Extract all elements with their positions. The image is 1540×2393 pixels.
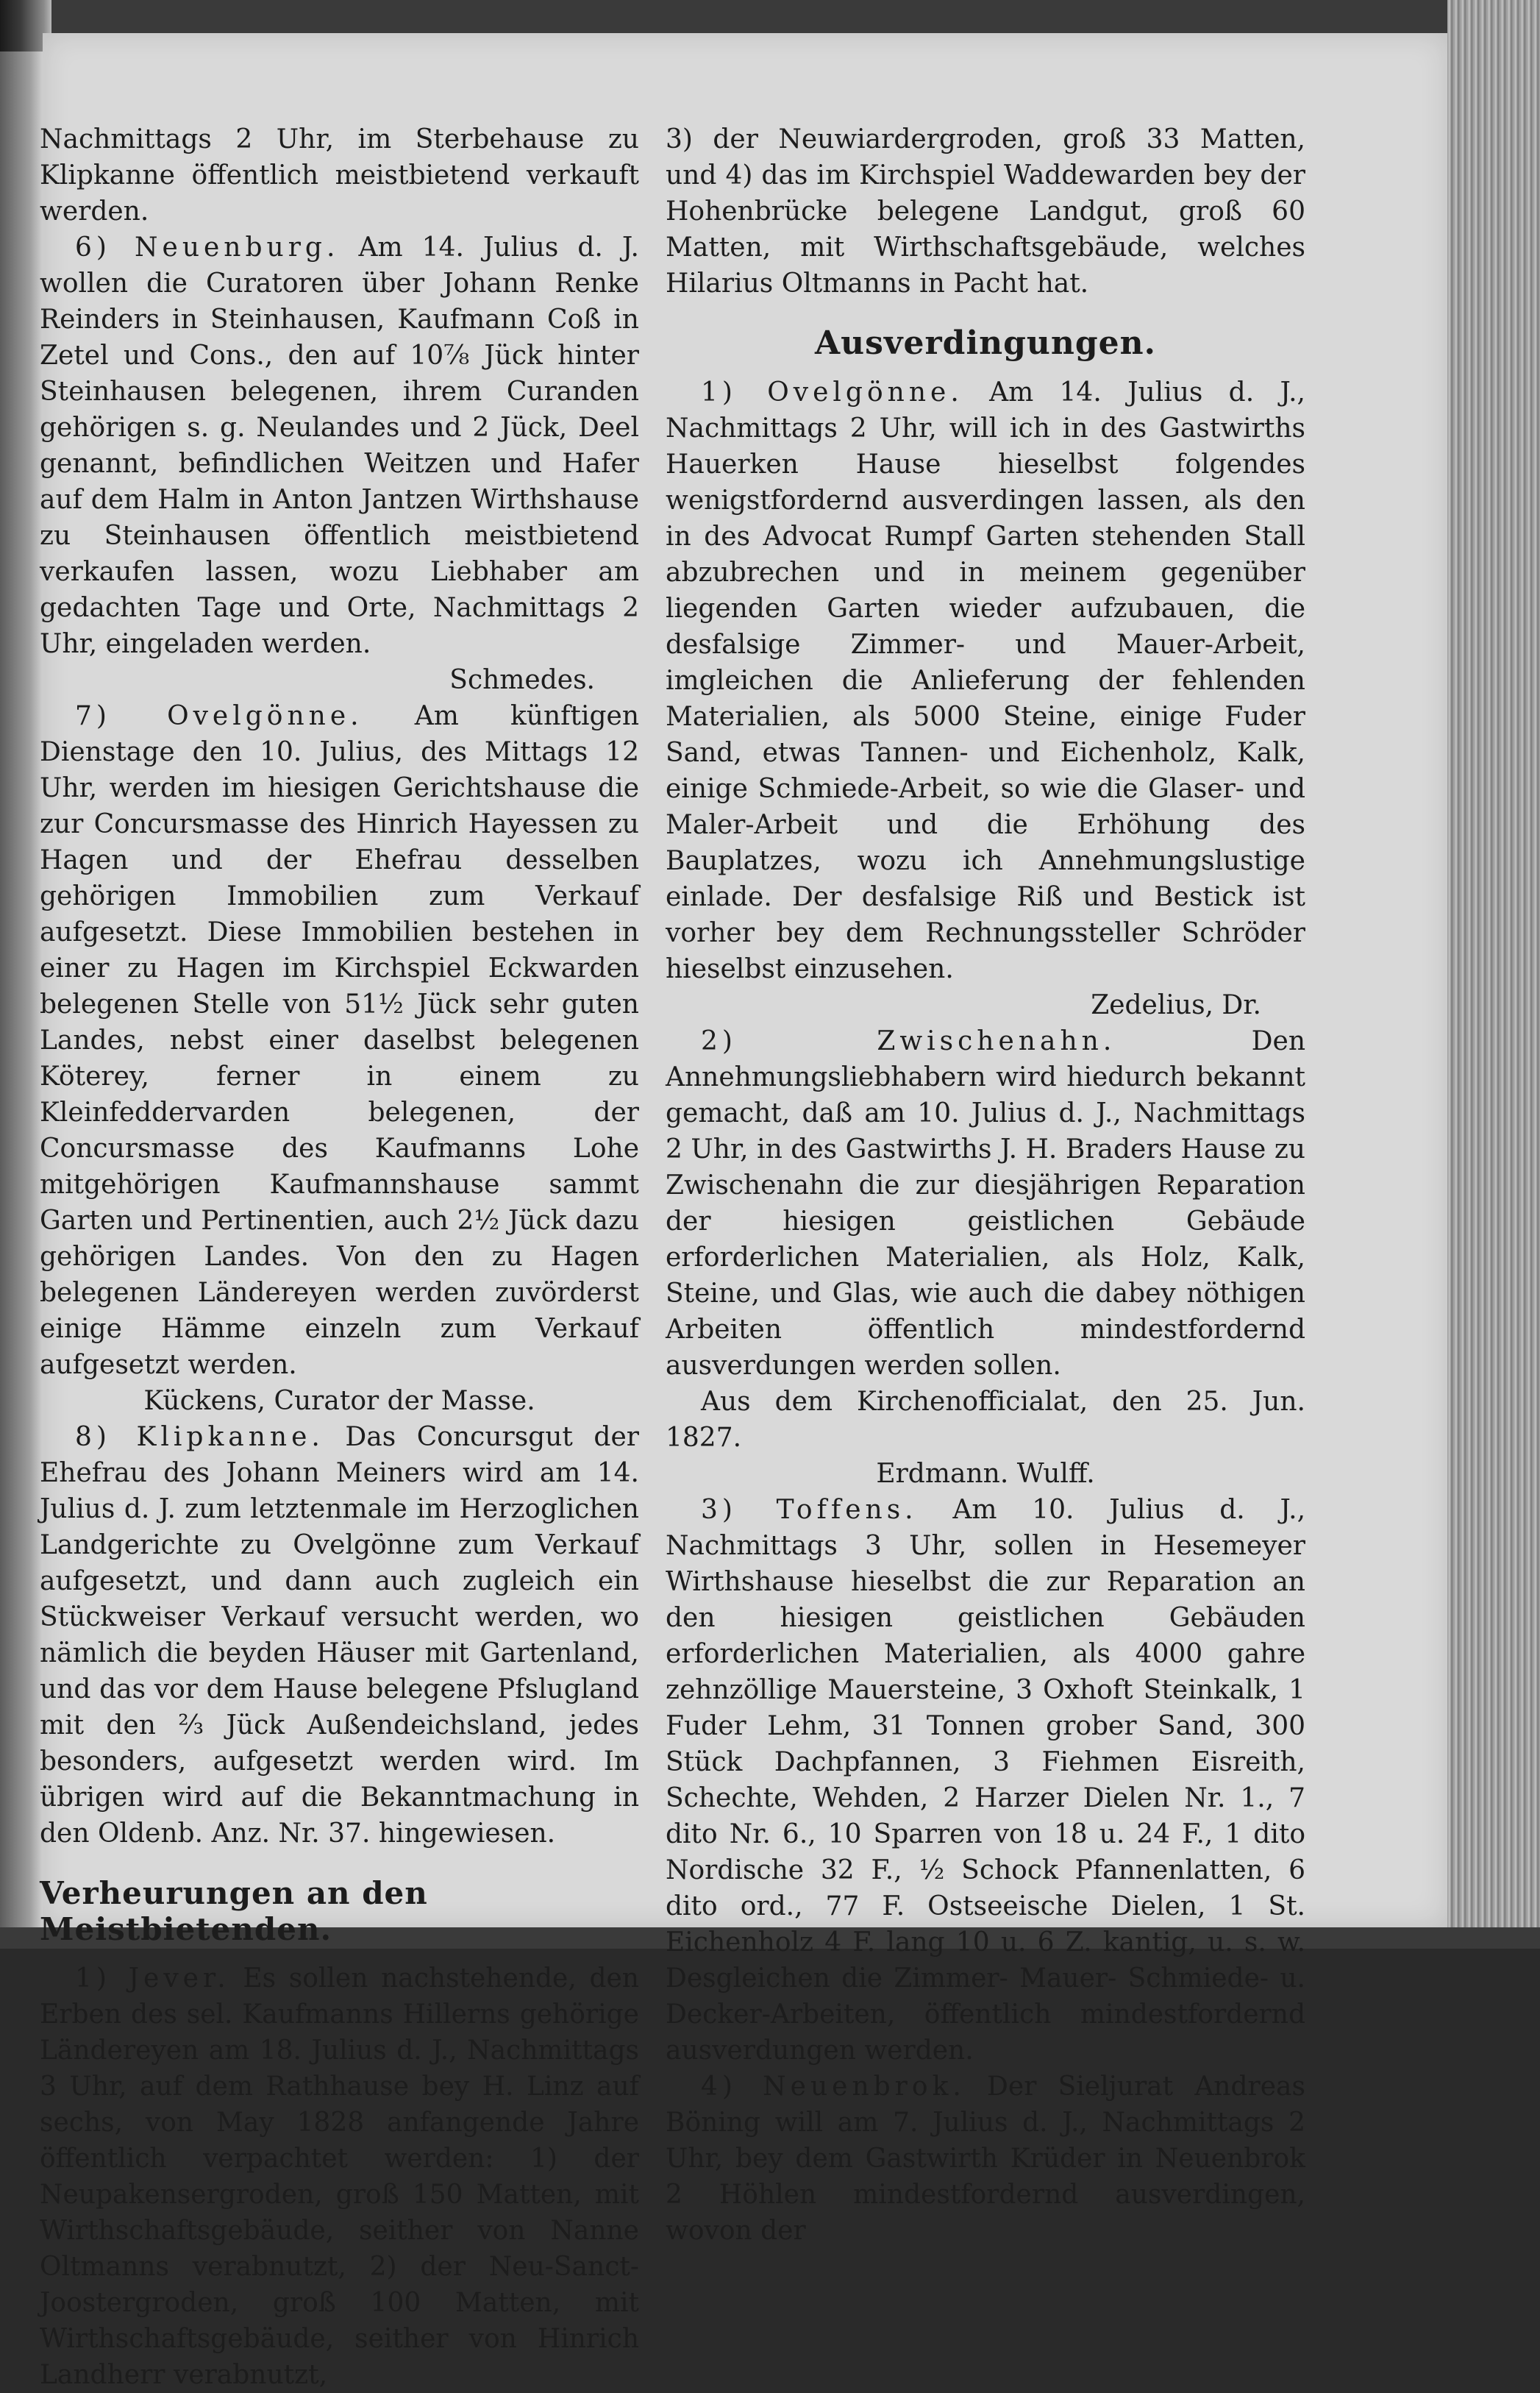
right-text-column [666,121,1305,2249]
notice-text: Das Concursgut der Ehefrau des Johann Meiners wird am 14. Julius d. J. zum letztenmale im Herzoglichen Landgerichte zu Ovelgönne zum Verkauf aufgesetzt, und dann auch zugleich ein Stückweiser Verkauf versucht werden, wo nämlich die beyden Häuser mit Gartenland, und das vor dem Hause belegene Pfslugland mit den ⅔ Jück Außendeichsland, jedes besonders, aufgesetzt werden wird. Im übrigen wird auf die Bekanntmachung in den Oldenb. Anz. Nr. 37. hingewiesen. [40,1422,639,1849]
notice-ovelgoenne [40,698,639,1383]
notice-klipkanne [40,1419,639,1852]
notice-text: Am 14. Julius d. J., Nachmittags 2 Uhr, will ich in des Gastwirths Hauerken Hause hieselbst folgendes wenigstfordernd ausverdingen lassen, als den in des Advocat Rumpf Garten stehenden Stall abzubrechen und in meinem gegenüber liegenden Garten wieder aufzubauen, die desfalsige Zimmer- und Mauer-Arbeit, imgleichen die Anlieferung der fehlenden Materialien, als 5000 Steine, einige Fuder Sand, etwas Tannen- und Eichenholz, Kalk, einige Schmiede-Arbeit, so wie die Glaser- und Maler-Arbeit und die Erhöhung des Bauplatzes, wozu ich Annehmungslustige einlade. Der desfalsige Riß und Bestick ist vorher bey dem Rechnungssteller Schröder hieselbst einzusehen. [666,377,1305,984]
place-name: 2) Zwischenahn. [701,1026,1116,1056]
signature: Zedelius, Dr. [1091,990,1261,1020]
notice-neuenburg [40,230,639,662]
place-name: 3) Toffens. [701,1495,918,1525]
section-heading: Verheurungen an den Meistbietenden. [40,1875,428,1947]
notice-text: Am 10. Julius d. J., Nachmittags 3 Uhr, sollen in Hesemeyer Wirthshause hieselbst die zur Reparation an den hiesigen geistlichen Gebäuden erforderlichen Materialien, als 4000 gahre zehnzöllige Mauersteine, 3 Oxhoft Steinkalk, 1 Fuder Lehm, 31 Tonnen grober Sand, 300 Stück Dachpfannen, 3 Fiehmen Eisreith, Schechte, Wehden, 2 Harzer Dielen Nr. 1., 7 dito Nr. 6., 10 Sparren von 18 u. 24 F., 1 dito Nordische 32 F., ½ Schock Pfannenlatten, 6 dito ord., 77 F. Ostseeische Dielen, 1 St. Eichenholz 4 F. lang 10 u. 6 Z. kantig, u. s. w. Desgleichen die Zimmer- Mauer- Schmiede- u. Decker-Arbeiten, öffentlich mindestfordernd ausverdungen werden. [666,1495,1306,2066]
signature: Erdmann. Wulff. [876,1459,1095,1489]
place-name: 1) Ovelgönne. [701,377,963,408]
place-name: 8) Klipkanne. [75,1422,324,1452]
notice-zwischenahn [666,1023,1305,1384]
scan-top-border [0,0,1540,33]
notice-text: Am 14. Julius d. J. wollen die Curatoren über Johann Renke Reinders in Steinhausen, Kaufmann Coß in Zetel und Cons., den auf 10⅞ Jück hinter Steinhausen belegenen, ihrem Curanden gehörigen s. g. Neulandes und 2 Jück, Deel genannt, befindlichen Weitzen und Hafer auf dem Halm in Anton Jantzen Wirthshause zu Steinhausen öffentlich meistbietend verkaufen lassen, wozu Liebhaber am gedachten Tage und Orte, Nachmittags 2 Uhr, eingeladen werden. [40,232,639,659]
place-name: 6) Neuenburg. [75,232,340,263]
page-stack-edges [1447,0,1540,1949]
notice-text: Den Annehmungsliebhabern wird hiedurch bekannt gemacht, daß am 10. Julius d. J., Nachmittags 2 Uhr, in des Gastwirths J. H. Braders Hause zu Zwischenahn die zur diesjährigen Reparation der hiesigen geistlichen Gebäude erforderlichen Materialien, als Holz, Kalk, Steine, und Glas, wie auch die dabey nöthigen Arbeiten öffentlich mindestfordernd ausverdungen werden sollen. [666,1026,1305,1381]
paragraph: Nachmittags 2 Uhr, im Sterbehause zu Klipkanne öffentlich meistbietend verkauft werden. [40,124,639,227]
place-name: 7) Ovelgönne. [75,701,363,731]
notice-ovelgoenne [666,374,1305,987]
left-text-column [40,121,639,2393]
signature: Kückens, Curator der Masse. [143,1386,535,1416]
notice-neuenbrok [666,2069,1305,2249]
notice-jever [40,1960,639,2393]
notice-text: Es sollen nachstehende, den Erben des sel. Kaufmanns Hillerns gehörige Ländereyen am 18. Julius d. J., Nachmittags 3 Uhr, auf dem Rathhause bey H. Linz auf sechs, von May 1828 anfangende Jahre öffentlich verpachtet werden: 1) der Neupakensergroden, groß 150 Matten, mit Wirthschaftsgebäude, seither von Nanne Oltmanns verabnutzt, 2) der Neu-Sanct-Joostergroden, groß 100 Matten, mit Wirthschaftsgebäude, seither von Hinrich Landherr verabnutzt, [40,1963,639,2390]
facing-page-edge [0,51,43,1935]
dateline: Aus dem Kirchenofficialat, den 25. Jun. 1827. [666,1387,1305,1453]
paragraph: 3) der Neuwiardergroden, groß 33 Matten, und 4) das im Kirchspiel Waddewarden bey der Hohenbrücke belegene Landgut, groß 60 Matten, mit Wirthschaftsgebäude, welches Hilarius Oltmanns in Pacht hat. [666,124,1305,299]
notice-toffens [666,1492,1305,2069]
section-heading: Ausverdingungen. [815,324,1156,362]
place-name: 1) Jever. [75,1963,230,1994]
notice-text: Der Sieljurat Andreas Böning will am 7. Julius d. J., Nachmittags 2 Uhr, bey dem Gastwirth Krüder in Neuenbrok 2 Höhlen mindestfordernd ausverdingen, wovon der [666,2072,1305,2246]
signature: Schmedes. [449,665,595,695]
place-name: 4) Neuenbrok. [701,2072,966,2102]
notice-text: Am künftigen Dienstage den 10. Julius, des Mittags 12 Uhr, werden im hiesigen Gerichtshause die zur Concursmasse des Hinrich Hayessen zu Hagen und der Ehefrau desselben gehörigen Immobilien zum Verkauf aufgesetzt. Diese Immobilien bestehen in einer zu Hagen im Kirchspiel Eckwarden belegenen Stelle von 51½ Jück sehr guten Landes, nebst einer daselbst belegenen Köterey, ferner in einem zu Kleinfeddervarden belegenen, der Concursmasse des Kaufmanns Lohe mitgehörigen Kaufmannshause sammt Garten und Pertinentien, auch 2½ Jück dazu gehörigen Landes. Von den zu Hagen belegenen Ländereyen werden zuvörderst einige Hämme einzeln zum Verkauf aufgesetzt werden. [40,701,640,1380]
